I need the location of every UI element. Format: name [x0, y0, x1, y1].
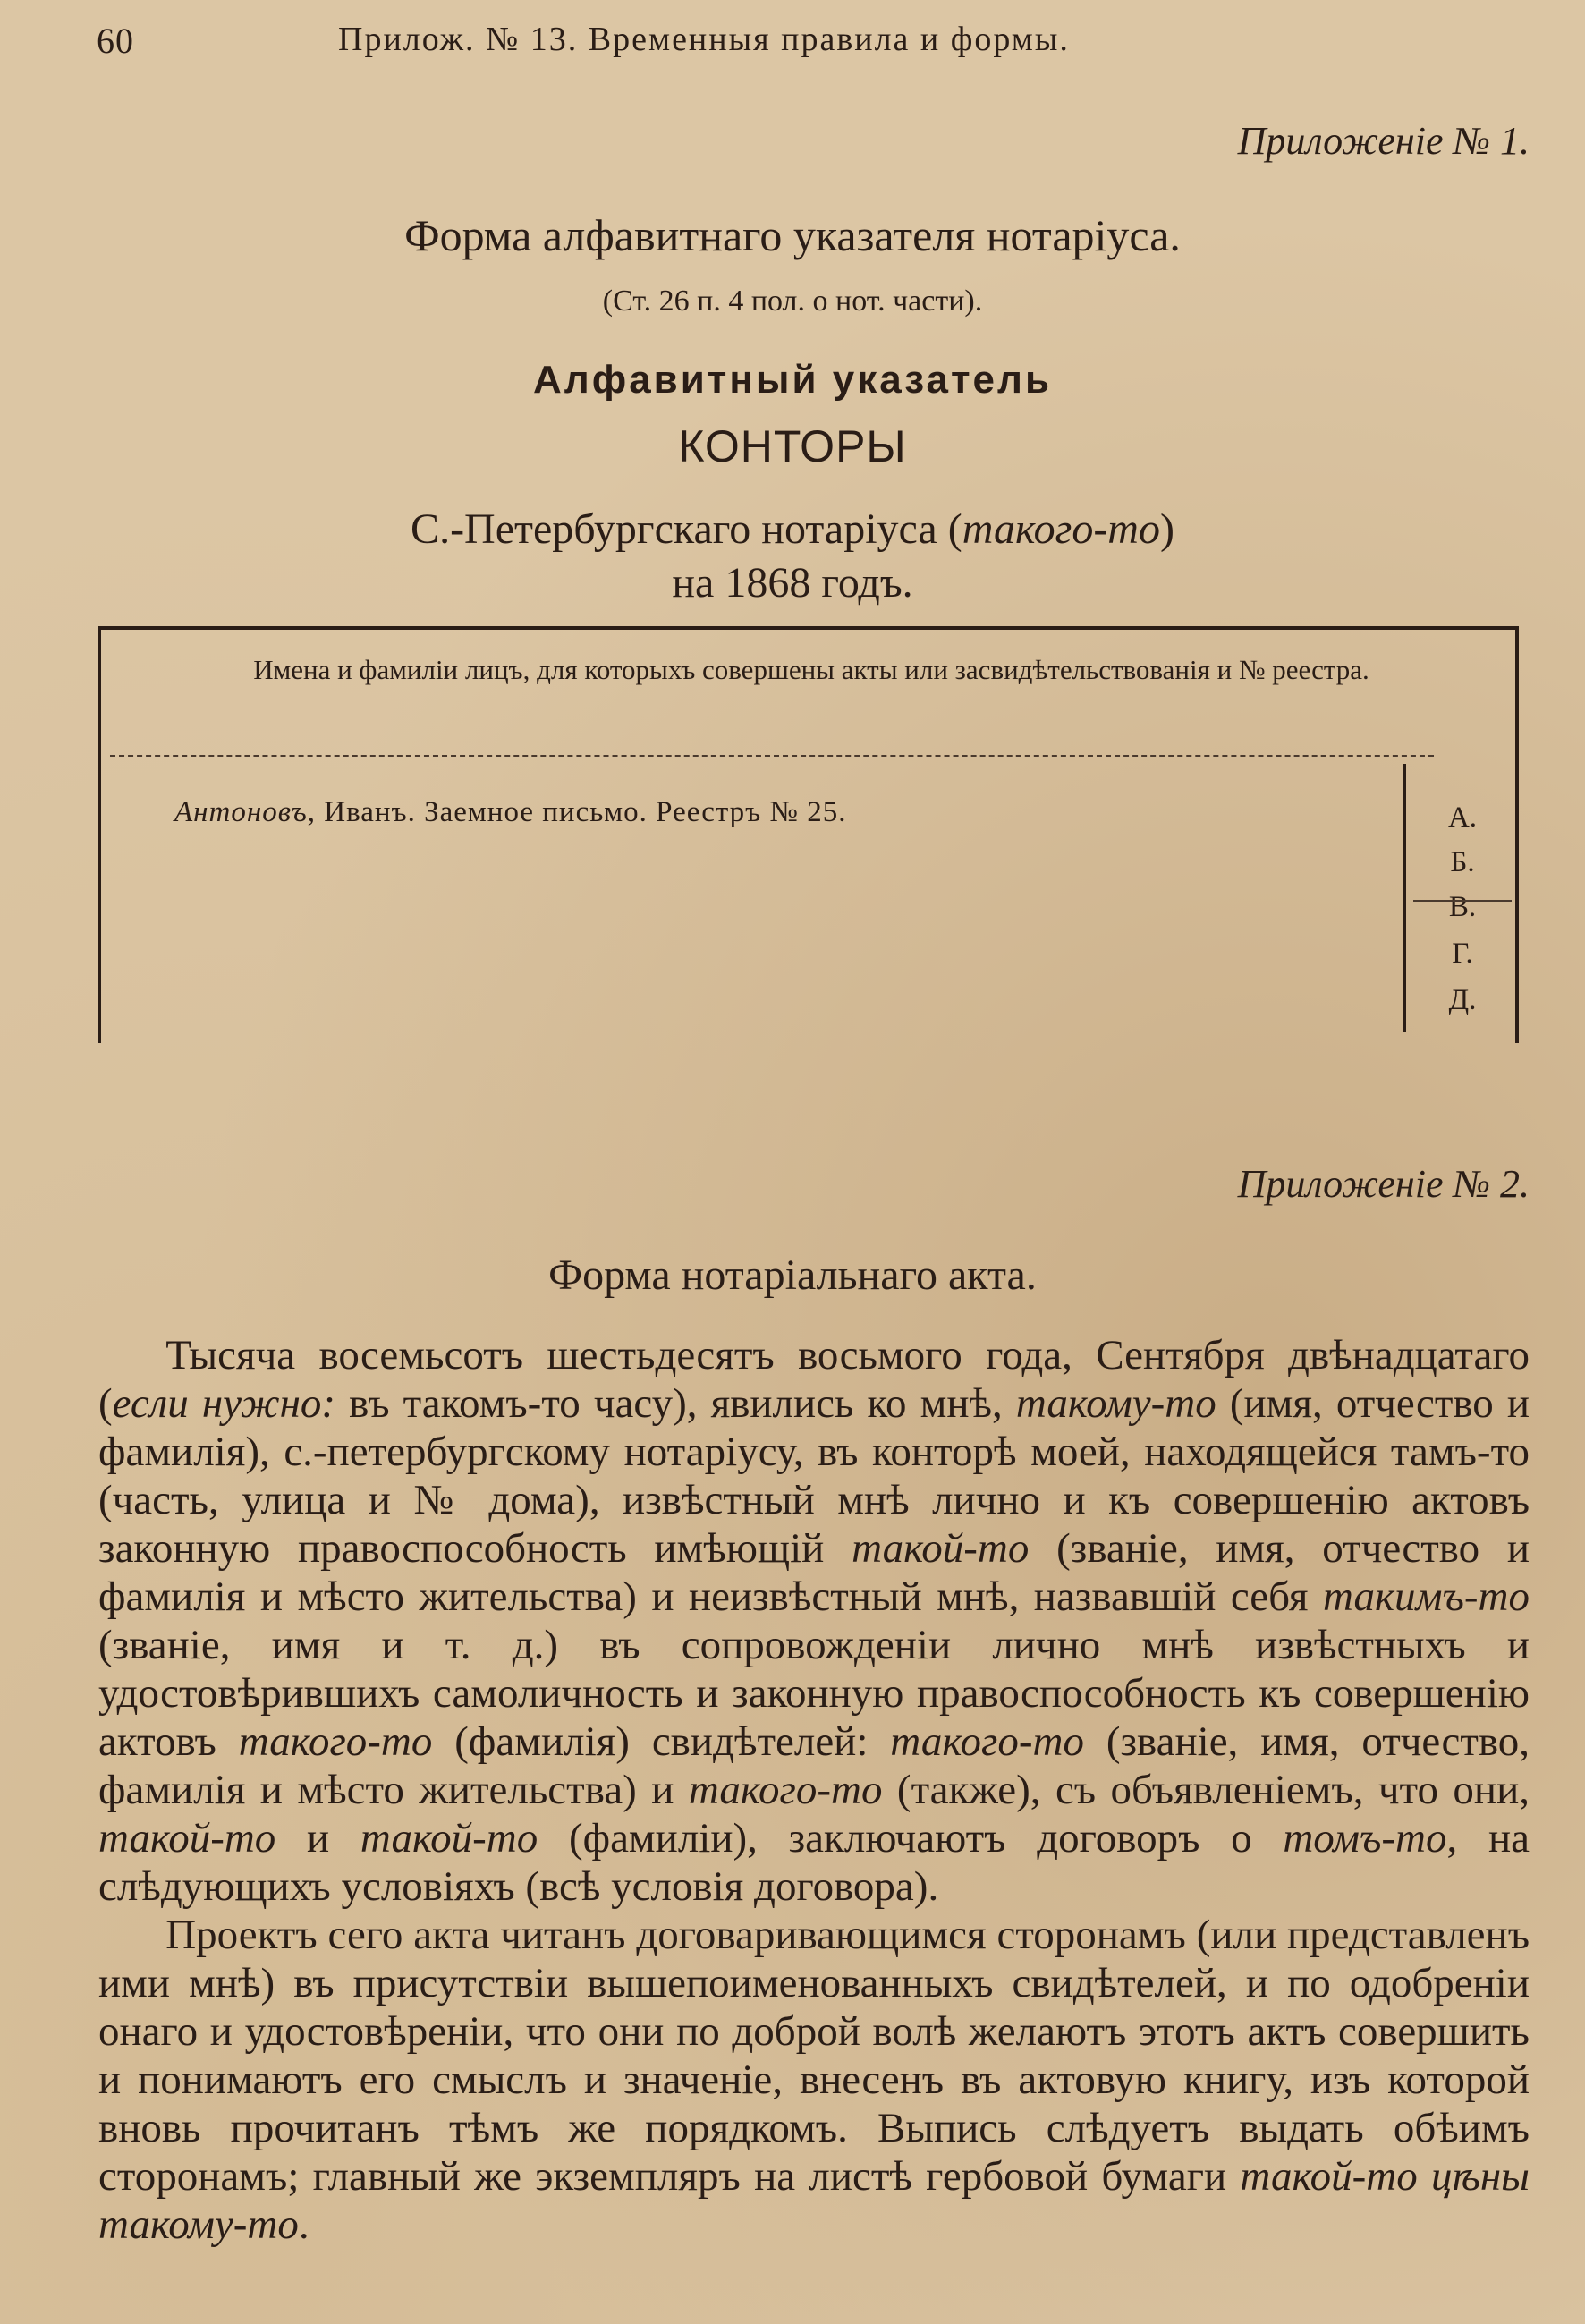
text-run: (званiе, имя, отчество, фамилiя и мѣсто жительства) и: [98, 1718, 1530, 1813]
letter-b: Б.: [1450, 846, 1475, 878]
text-run: такой-то: [852, 1525, 1030, 1572]
running-head: Прилож. № 13. Временныя правила и формы.: [338, 21, 1070, 58]
text-run: такого-то: [238, 1718, 433, 1765]
text-run: (званiе, имя и т. д.) въ сопровожденiи лично мнѣ извѣстныхъ и удостовѣрившихъ самоличность и законную правоспособность къ совершенiю актовъ: [98, 1622, 1530, 1765]
entry-name: Антоновъ,: [174, 796, 316, 828]
letter-g: Г.: [1452, 937, 1473, 970]
form-source: (Ст. 26 п. 4 пол. о нот. части).: [602, 284, 983, 318]
act-body: [98, 1331, 1530, 2249]
paragraph-1: [98, 1331, 1530, 1911]
letter-d: Д.: [1448, 984, 1477, 1016]
paragraph-2: [98, 1911, 1530, 2249]
index-table: [98, 626, 1519, 1043]
text-run: (фамилiи), заключаютъ договоръ о: [538, 1815, 1284, 1862]
act-title: Форма нотарiальнаго акта.: [548, 1251, 1037, 1299]
notary-line-post: ): [1159, 505, 1174, 553]
letter-a: А.: [1447, 802, 1478, 834]
index-title: Алфавитный указатель: [532, 358, 1053, 402]
letter-separator: [1413, 900, 1512, 902]
text-run: , на слѣдующихъ условiяхъ (всѣ условiя договора).: [98, 1815, 1530, 1910]
table-row: [174, 796, 846, 829]
text-run: томъ-то: [1283, 1815, 1447, 1862]
appendix-1-label: Приложенiе № 1.: [1237, 119, 1530, 163]
text-run: такому-то: [1015, 1380, 1216, 1427]
year-line: на 1868 годъ.: [672, 559, 913, 606]
office-heading: КОНТОРЫ: [678, 421, 907, 471]
form-title: Форма алфавитнаго указателя нотарiуса.: [404, 210, 1181, 260]
text-run: если нужно:: [112, 1380, 336, 1427]
text-run: такимъ-то: [1323, 1573, 1530, 1620]
notary-line: [0, 505, 1585, 554]
letter-v: В.: [1448, 891, 1477, 923]
text-run: .: [298, 2201, 309, 2248]
text-run: такой-то цѣны: [1240, 2153, 1530, 2200]
notary-line-italic: такого-то: [962, 505, 1160, 553]
entry-rest: Иванъ. Заемное письмо. Реестръ № 25.: [316, 796, 847, 828]
text-run: (званiе, имя, отчество и фамилiя и мѣсто жительства) и неизвѣстный мнѣ, назвавшiй себя: [98, 1525, 1530, 1620]
text-run: въ такомъ-то часу), явились ко мнѣ,: [335, 1380, 1016, 1427]
text-run: такой-то: [360, 1815, 538, 1862]
text-run: и: [275, 1815, 360, 1862]
text-run: (также), съ объявленiемъ, что они,: [882, 1767, 1530, 1813]
text-run: такого-то: [890, 1718, 1084, 1765]
text-run: такой-то: [98, 1815, 276, 1862]
page-header: [97, 20, 1546, 64]
appendix-2-label: Приложенiе № 2.: [1237, 1162, 1530, 1206]
page-number: 60: [97, 21, 134, 61]
text-run: Тысяча восемьсотъ шестьдесятъ восьмого года, Сентября двѣнадцатаго (: [98, 1332, 1530, 1427]
text-run: (фамилiя) свидѣтелей:: [432, 1718, 891, 1765]
notary-line-pre: С.-Петербургскаго нотарiуса (: [411, 505, 962, 553]
text-run: Проектъ сего акта читанъ договаривающимся сторонамъ (или представленъ ими мнѣ) въ присутствiи вышепоименованныхъ свидѣтелей, и по одобренiи онаго и удостовѣренiи, что они по доброй волѣ желаютъ этотъ актъ совершить и понимаютъ его смыслъ и значенiе, внесенъ въ актовую книгу, изъ которой вновь прочитанъ тѣмъ же порядкомъ. Выпись слѣдуетъ выдать обѣимъ сторонамъ; главный же экземпляръ на листѣ гербовой бумаги: [98, 1912, 1530, 2200]
text-run: такого-то: [688, 1767, 883, 1813]
text-run: (имя, отчество и фамилiя), с.-петербургскому нотарiусу, въ конторѣ моей, находящейся тамъ-то (часть, улица и № дома), извѣстный мнѣ лично и къ совершенiю актовъ законную правоспособность имѣющiй: [98, 1380, 1530, 1572]
table-header: Имена и фамилiи лицъ, для которыхъ совершены акты или засвидѣтельствованiя и № реестра.: [253, 654, 1369, 685]
text-run: такому-то: [98, 2201, 299, 2248]
letter-column: [1403, 764, 1519, 1032]
table-divider: [110, 755, 1434, 757]
